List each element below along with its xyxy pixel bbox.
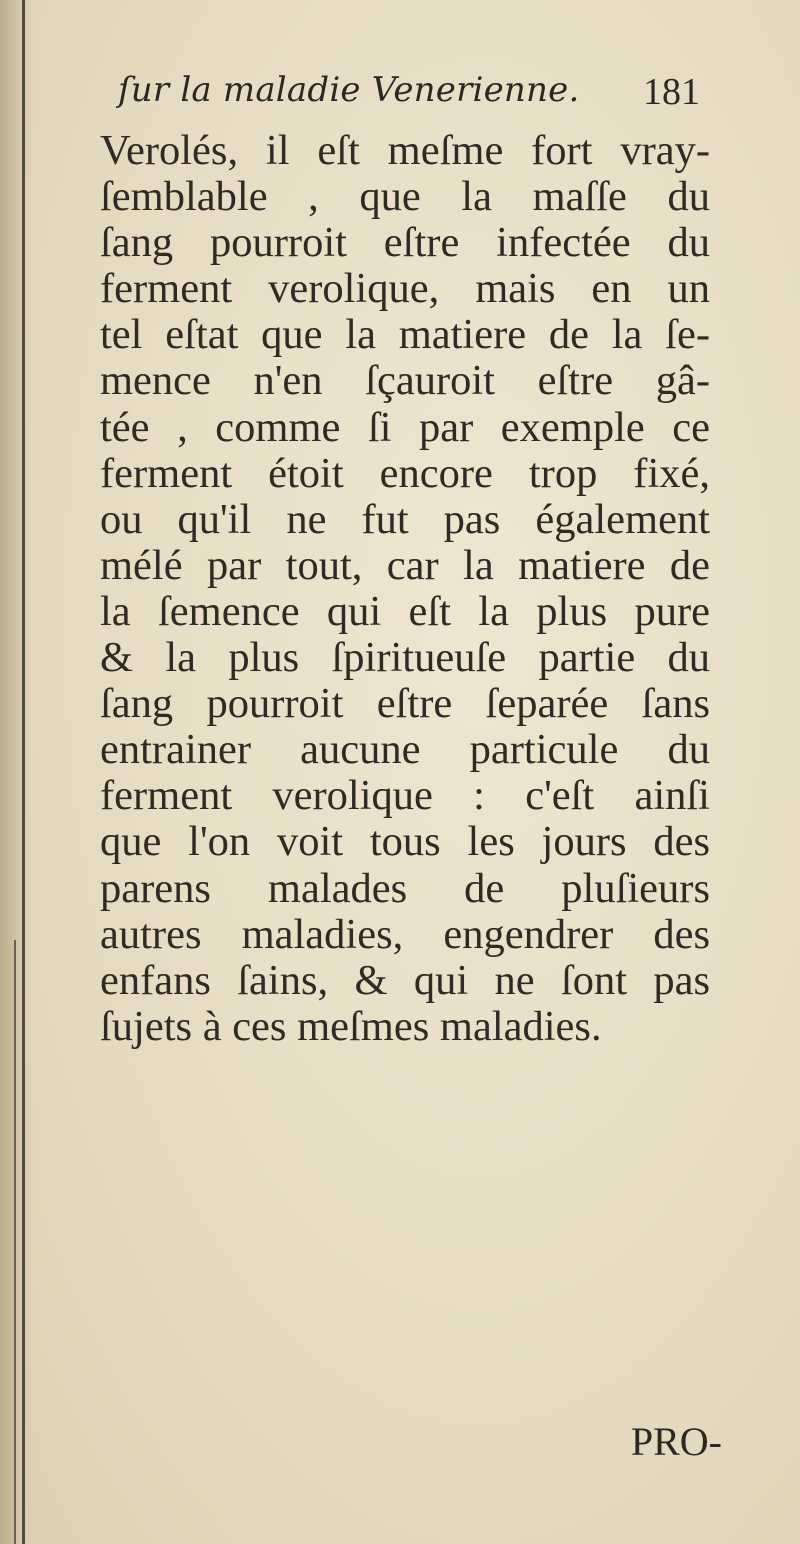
text-line: tel eſtat que la matiere de la ſe- — [100, 311, 710, 359]
book-gutter — [0, 0, 34, 1544]
page-number: 181 — [643, 71, 700, 113]
text-line: ferment verolique, mais en un — [100, 265, 710, 313]
catchword: PRO- — [630, 1419, 722, 1464]
text-line: entrainer aucune particule du — [100, 726, 710, 774]
text-line: ſang pourroit eſtre infectée du — [100, 219, 710, 267]
text-line: autres maladies, engendrer des — [100, 910, 710, 958]
text-line: ſemblable , que la maſſe du — [100, 173, 710, 221]
text-line: enfans ſains, & qui ne ſont pas — [100, 956, 710, 1004]
page-header — [118, 64, 700, 120]
running-head: ſur la maladie Venerienne. — [118, 70, 580, 110]
text-line: & la plus ſpiritueuſe partie du — [100, 634, 710, 682]
text-line: la ſemence qui eſt la plus pure — [100, 587, 710, 635]
text-line: que l'on voit tous les jours des — [100, 818, 710, 866]
text-line: mence n'en ſçauroit eſtre gâ- — [100, 357, 710, 405]
text-line: ou qu'il ne fut pas également — [100, 495, 710, 543]
text-line: mélé par tout, car la matiere de — [100, 541, 710, 589]
text-line: ſujets à ces meſmes maladies. — [100, 1002, 602, 1050]
text-line: ferment verolique : c'eſt ainſi — [100, 772, 710, 820]
text-line: ſang pourroit eſtre ſeparée ſans — [100, 680, 710, 728]
binding-edge-inner — [14, 940, 16, 1544]
binding-edge — [22, 0, 25, 1544]
text-line: tée , comme ſi par exemple ce — [100, 403, 710, 451]
text-line: Verolés, il eſt meſme fort vray- — [100, 127, 710, 174]
body-text — [100, 128, 710, 1050]
text-line: ferment étoit encore trop fixé, — [100, 449, 710, 497]
text-line: parens malades de pluſieurs — [100, 864, 710, 912]
